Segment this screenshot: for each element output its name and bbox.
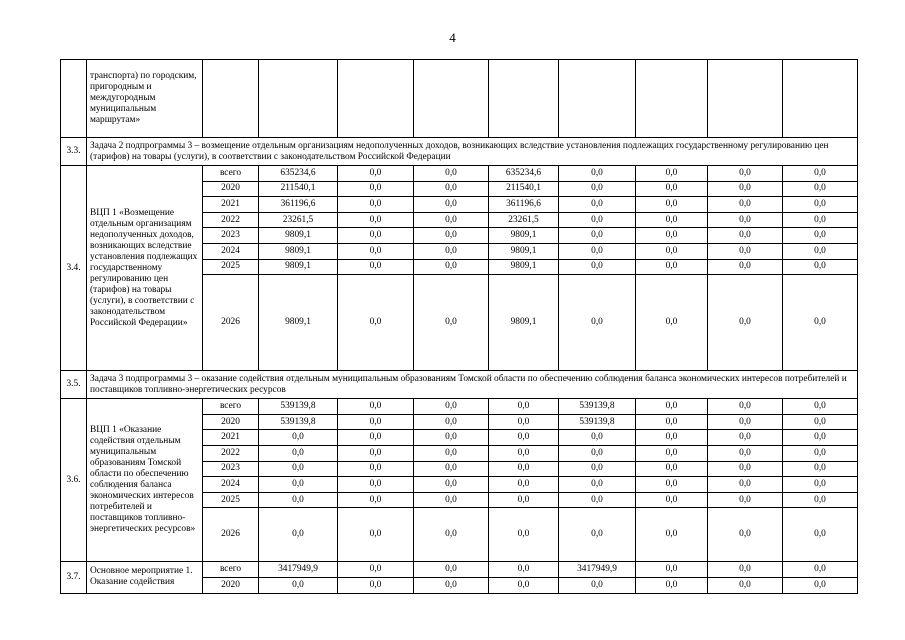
value-cell: 0,0 [338,445,414,461]
value-cell: 0,0 [783,228,858,244]
value-cell: 0,0 [559,181,636,197]
value-cell: 0,0 [783,275,858,371]
value-cell: 0,0 [489,414,559,430]
empty-cell [636,60,708,138]
year-cell: 2020 [203,577,259,593]
table-body [61,60,858,594]
measure-name-cell: ВЦП 1 «Оказание содействия отдельным муниципальным образованиям Томской области по обеспечению соблюдения баланса экономических интересов потребителей и поставщиков топливно-энергетических ресурсов» [87,399,203,562]
empty-cell [489,60,559,138]
value-cell: 0,0 [259,461,338,477]
value-cell: 0,0 [414,399,489,415]
value-cell: 0,0 [636,562,708,578]
value-cell: 0,0 [414,166,489,182]
value-cell: 0,0 [636,414,708,430]
value-cell: 0,0 [338,197,414,213]
task-text: Задача 3 подпрограммы 3 – оказание содействия отдельным муниципальным образованиям Томской области по обеспечению соблюдения баланса экономических интересов потребителей и поставщиков топливно-энергетических ресурсов [87,371,858,399]
value-cell: 0,0 [708,461,783,477]
value-cell: 0,0 [783,399,858,415]
empty-cell [559,60,636,138]
row-number: 3.6. [61,399,87,562]
value-cell: 0,0 [559,212,636,228]
value-cell: 0,0 [559,259,636,275]
year-cell: 2020 [203,414,259,430]
value-cell: 0,0 [338,414,414,430]
value-cell: 0,0 [636,243,708,259]
value-cell: 0,0 [414,430,489,446]
value-cell: 0,0 [708,492,783,508]
value-cell: 0,0 [783,461,858,477]
row-number: 3.4. [61,166,87,371]
value-cell: 3417949,9 [259,562,338,578]
value-cell: 0,0 [708,181,783,197]
value-cell: 0,0 [636,399,708,415]
value-cell: 0,0 [338,477,414,493]
value-cell: 0,0 [338,259,414,275]
value-cell: 0,0 [636,430,708,446]
value-cell: 0,0 [559,197,636,213]
value-cell: 0,0 [338,228,414,244]
year-cell: 2021 [203,197,259,213]
measure-name-cell: ВЦП 1 «Возмещение отдельным организациям недополученных доходов, возникающих вследствие установления подлежащих государственному регулированию цен (тарифов) на товары (услуги), в соответствии с законодательством Российской Федерации» [87,166,203,371]
value-cell: 635234,6 [259,166,338,182]
value-cell: 0,0 [338,508,414,562]
value-cell: 0,0 [783,445,858,461]
value-cell: 0,0 [559,492,636,508]
value-cell: 9809,1 [259,228,338,244]
value-cell: 0,0 [636,212,708,228]
value-cell: 0,0 [414,461,489,477]
value-cell: 0,0 [559,445,636,461]
empty-cell [414,60,489,138]
value-cell: 0,0 [414,259,489,275]
value-cell: 0,0 [338,430,414,446]
value-cell: 0,0 [783,477,858,493]
value-cell: 0,0 [414,445,489,461]
year-cell: 2022 [203,445,259,461]
year-cell: 2021 [203,430,259,446]
value-cell: 0,0 [259,492,338,508]
value-cell: 0,0 [559,577,636,593]
value-cell: 0,0 [783,212,858,228]
value-cell: 0,0 [708,577,783,593]
value-cell: 0,0 [414,181,489,197]
value-cell: 0,0 [559,275,636,371]
value-cell: 0,0 [489,430,559,446]
value-cell: 9809,1 [489,228,559,244]
value-cell: 9809,1 [489,275,559,371]
value-cell: 23261,5 [489,212,559,228]
page-number: 4 [449,30,456,45]
year-cell: 2026 [203,275,259,371]
value-cell: 0,0 [559,166,636,182]
row-number: 3.5. [61,371,87,399]
value-cell: 0,0 [559,508,636,562]
value-cell: 539139,8 [559,399,636,415]
value-cell: 0,0 [636,477,708,493]
task-text: Задача 2 подпрограммы 3 – возмещение отдельным организациям недополученных доходов, возникающих вследствие установления подлежащих государственному регулированию цен (тарифов) на товары (услуги), в соответствии с законодательством Российской Федерации [87,138,858,166]
value-cell: 0,0 [783,430,858,446]
value-cell: 0,0 [783,562,858,578]
value-cell: 0,0 [783,492,858,508]
year-cell: всего [203,562,259,578]
value-cell: 211540,1 [259,181,338,197]
year-cell: 2022 [203,212,259,228]
value-cell: 0,0 [559,461,636,477]
value-cell: 0,0 [489,477,559,493]
value-cell: 3417949,9 [559,562,636,578]
value-cell: 0,0 [783,243,858,259]
value-cell: 0,0 [708,212,783,228]
value-cell: 539139,8 [559,414,636,430]
value-cell: 0,0 [783,166,858,182]
value-cell: 0,0 [489,399,559,415]
value-cell: 539139,8 [259,414,338,430]
value-cell: 0,0 [338,166,414,182]
value-cell: 361196,6 [489,197,559,213]
value-cell: 0,0 [489,577,559,593]
value-cell: 0,0 [414,508,489,562]
value-cell: 0,0 [708,197,783,213]
value-cell: 0,0 [783,197,858,213]
table-row [61,562,858,578]
value-cell: 0,0 [489,562,559,578]
value-cell: 0,0 [636,166,708,182]
value-cell: 0,0 [708,562,783,578]
value-cell: 0,0 [338,562,414,578]
year-cell: 2023 [203,461,259,477]
empty-cell [338,60,414,138]
value-cell: 9809,1 [489,243,559,259]
value-cell: 0,0 [559,243,636,259]
year-cell: 2024 [203,243,259,259]
task-row [61,371,858,399]
value-cell: 0,0 [783,181,858,197]
value-cell: 0,0 [636,492,708,508]
year-cell: всего [203,399,259,415]
value-cell: 0,0 [636,577,708,593]
year-cell: 2026 [203,508,259,562]
year-cell: 2020 [203,181,259,197]
value-cell: 0,0 [489,445,559,461]
row-number: 3.7. [61,562,87,593]
value-cell: 0,0 [414,228,489,244]
year-cell: 2025 [203,492,259,508]
value-cell: 361196,6 [259,197,338,213]
value-cell: 0,0 [259,477,338,493]
row-number [61,60,87,138]
value-cell: 0,0 [559,228,636,244]
value-cell: 0,0 [338,212,414,228]
value-cell: 0,0 [259,445,338,461]
value-cell: 0,0 [338,461,414,477]
value-cell: 0,0 [708,445,783,461]
value-cell: 9809,1 [259,275,338,371]
value-cell: 0,0 [559,477,636,493]
measure-name-cell: транспорта) по городским, пригородным и междугородным муниципальным маршрутам» [87,60,203,138]
year-cell: 2025 [203,259,259,275]
year-cell: 2023 [203,228,259,244]
row-number: 3.3. [61,138,87,166]
value-cell: 0,0 [708,228,783,244]
value-cell: 0,0 [414,243,489,259]
value-cell: 0,0 [338,181,414,197]
value-cell: 23261,5 [259,212,338,228]
value-cell: 0,0 [708,166,783,182]
value-cell: 0,0 [489,461,559,477]
value-cell: 0,0 [783,508,858,562]
empty-cell [259,60,338,138]
value-cell: 0,0 [338,243,414,259]
empty-cell [708,60,783,138]
value-cell: 9809,1 [259,259,338,275]
budget-table [60,59,858,594]
value-cell: 0,0 [338,577,414,593]
value-cell: 0,0 [783,577,858,593]
value-cell: 0,0 [783,259,858,275]
table-row [61,60,858,138]
value-cell: 0,0 [708,414,783,430]
value-cell: 0,0 [338,492,414,508]
value-cell: 211540,1 [489,181,559,197]
table-row [61,166,858,182]
value-cell: 0,0 [636,181,708,197]
value-cell: 0,0 [414,492,489,508]
empty-cell [783,60,858,138]
value-cell: 0,0 [259,508,338,562]
value-cell: 0,0 [708,430,783,446]
value-cell: 0,0 [414,414,489,430]
value-cell: 9809,1 [489,259,559,275]
value-cell: 0,0 [414,197,489,213]
value-cell: 0,0 [559,430,636,446]
value-cell: 0,0 [636,461,708,477]
value-cell: 0,0 [259,577,338,593]
value-cell: 0,0 [414,562,489,578]
value-cell: 0,0 [708,477,783,493]
year-cell: всего [203,166,259,182]
value-cell: 0,0 [708,275,783,371]
value-cell: 0,0 [636,275,708,371]
value-cell: 0,0 [338,275,414,371]
value-cell: 0,0 [708,259,783,275]
value-cell: 0,0 [636,197,708,213]
value-cell: 0,0 [636,508,708,562]
measure-name-cell: Основное мероприятие 1. Оказание содействия [87,562,203,593]
value-cell: 0,0 [636,259,708,275]
task-row [61,138,858,166]
value-cell: 0,0 [338,399,414,415]
value-cell: 0,0 [708,508,783,562]
value-cell: 9809,1 [259,243,338,259]
value-cell: 0,0 [414,477,489,493]
table-row [61,399,858,415]
value-cell: 0,0 [259,430,338,446]
value-cell: 635234,6 [489,166,559,182]
year-cell: 2024 [203,477,259,493]
value-cell: 0,0 [708,399,783,415]
value-cell: 0,0 [414,275,489,371]
value-cell: 0,0 [636,445,708,461]
value-cell: 0,0 [414,212,489,228]
value-cell: 0,0 [708,243,783,259]
empty-cell [203,60,259,138]
value-cell: 0,0 [783,414,858,430]
value-cell: 539139,8 [259,399,338,415]
value-cell: 0,0 [636,228,708,244]
value-cell: 0,0 [489,508,559,562]
value-cell: 0,0 [489,492,559,508]
value-cell: 0,0 [414,577,489,593]
